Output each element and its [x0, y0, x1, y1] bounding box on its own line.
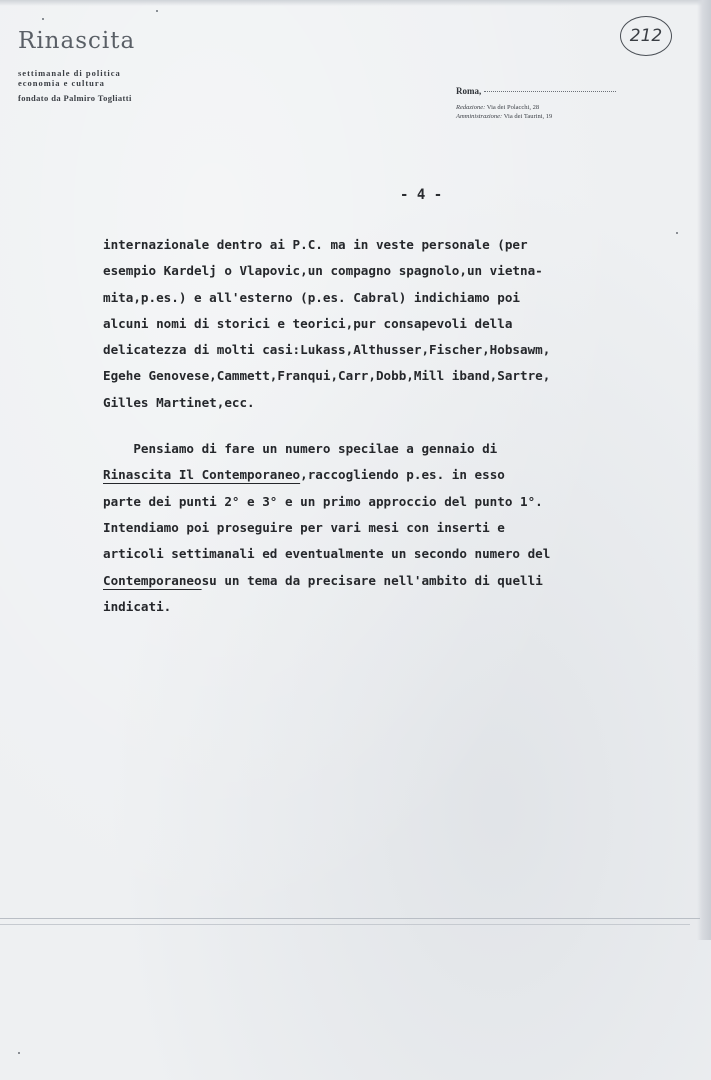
archive-number: 212 [620, 16, 672, 56]
redazione-label: Redazione: [456, 104, 486, 111]
paragraph-gap [103, 416, 663, 436]
scan-speck [676, 232, 678, 234]
date-blank [484, 91, 616, 92]
paper-edge-line [0, 918, 700, 919]
body-line: Pensiamo di fare un numero specilae a gennaio di [103, 441, 498, 457]
body-line: internazionale dentro ai P.C. ma in veste personale (per [103, 237, 528, 252]
place-date-line [456, 86, 631, 96]
address-block [456, 86, 631, 121]
body-line: parte dei punti 2° e 3° e un primo approccio del punto 1°. [103, 493, 543, 509]
body-line: Egehe Genovese,Cammett,Franqui,Carr,Dobb,Mill iband,Sartre, [103, 368, 551, 384]
body-line: Gilles Martinet,ecc. [103, 394, 255, 410]
body-line: esempio Kardelj o Vlapovic,un compagno spagnolo,un vietna- [103, 263, 543, 279]
place-label: Roma, [456, 86, 482, 96]
body-line: delicatezza di molti casi:Lukass,Althusser,Fischer,Hobsawm, [103, 342, 551, 358]
scan-speck [156, 10, 158, 12]
body-line: mita,p.es.) e all'esterno (p.es. Cabral) indichiamo poi [103, 289, 521, 305]
underlined-title: Rinascita Il Contemporaneo [103, 467, 301, 483]
body-line-rest: ,raccogliendo p.es. in esso [300, 467, 505, 483]
scan-top-shadow [0, 0, 711, 6]
body-line: articoli settimanali ed eventualmente un secondo numero del [103, 546, 551, 562]
letterhead-title: Rinascita [18, 28, 136, 54]
letterhead-subtitle: economia e cultura [18, 78, 105, 88]
body-line [103, 462, 663, 488]
amministrazione-value: Via dei Taurini, 19 [503, 113, 553, 120]
page-number: - 4 - [400, 187, 443, 203]
letter-body [103, 232, 663, 620]
scan-speck [42, 18, 44, 20]
body-line [103, 568, 663, 594]
body-line: alcuni nomi di storici e teorici,pur consapevoli della [103, 315, 513, 331]
body-line: indicati. [103, 598, 172, 614]
redazione-address [456, 103, 631, 112]
redazione-value: Via dei Polacchi, 28 [486, 104, 540, 111]
body-line-rest: su un tema da precisare nell'ambito di quelli [201, 572, 543, 588]
scan-right-edge [697, 0, 711, 940]
amministrazione-address [456, 112, 631, 121]
letterhead-subtitle: settimanale di politica [18, 68, 121, 78]
paper-edge-line [0, 924, 690, 925]
letterhead-founder: fondato da Palmiro Togliatti [18, 93, 132, 103]
amministrazione-label: Amministrazione: [456, 113, 503, 120]
letterhead [18, 28, 135, 103]
underlined-title: Contemporaneo [103, 572, 202, 588]
body-line: Intendiamo poi proseguire per vari mesi con inserti e [103, 519, 505, 535]
scan-speck [18, 1052, 20, 1054]
